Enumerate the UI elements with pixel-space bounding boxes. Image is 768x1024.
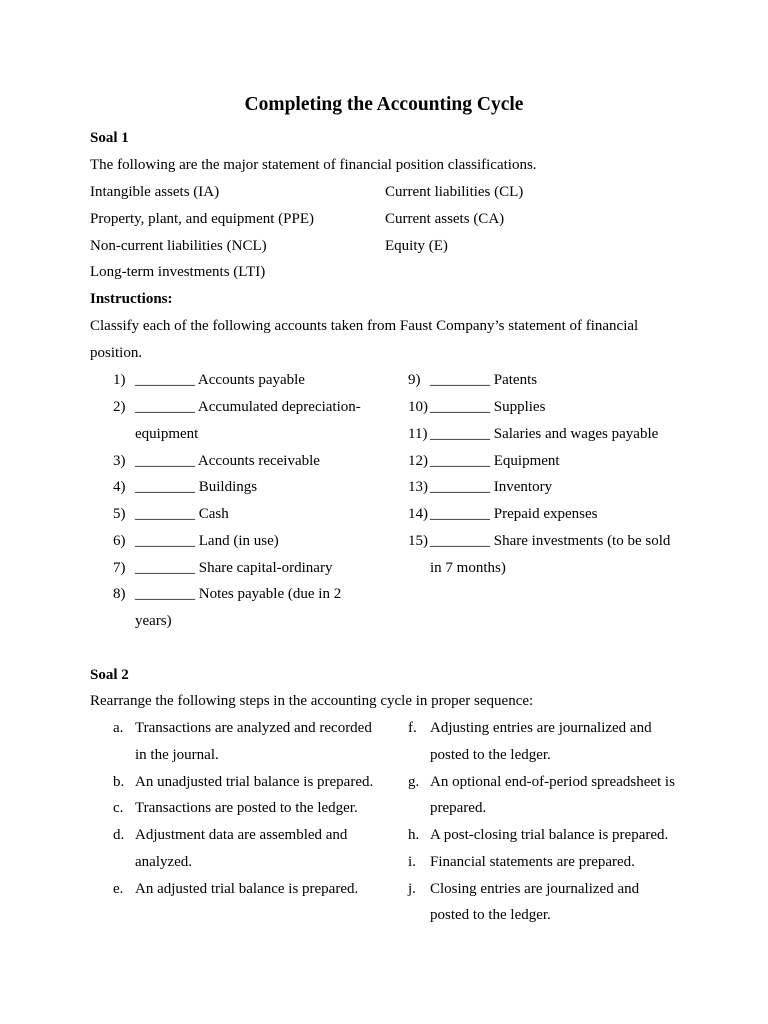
step-text: A post-closing trial balance is prepared. — [430, 827, 669, 843]
item-text: ________ Cash — [135, 506, 229, 522]
page-title: Completing the Accounting Cycle — [244, 94, 524, 115]
step-letter: f. — [408, 720, 417, 736]
item-number: 1) — [113, 372, 126, 388]
item-text-cont: in 7 months) — [430, 560, 506, 576]
classification-e: Equity (E) — [385, 238, 448, 254]
item-number: 14) — [408, 506, 428, 522]
item-text-cont: years) — [135, 613, 172, 629]
item-text: ________ Accounts payable — [135, 372, 305, 388]
step-letter: h. — [408, 827, 420, 843]
step-text: Transactions are analyzed and recorded — [135, 720, 372, 736]
classification-ncl: Non-current liabilities (NCL) — [90, 238, 267, 254]
item-number: 5) — [113, 506, 126, 522]
item-text: ________ Supplies — [430, 399, 546, 415]
step-letter: b. — [113, 774, 125, 790]
instructions-text: Classify each of the following accounts taken from Faust Company’s statement of financial — [90, 318, 639, 334]
step-text-cont: analyzed. — [135, 854, 193, 870]
step-letter: j. — [408, 881, 416, 897]
item-text: ________ Share investments (to be sold — [430, 533, 671, 549]
step-text: An unadjusted trial balance is prepared. — [135, 774, 374, 790]
step-text-cont: posted to the ledger. — [430, 747, 551, 763]
classification-ia: Intangible assets (IA) — [90, 184, 220, 200]
item-number: 6) — [113, 533, 126, 549]
classification-ppe: Property, plant, and equipment (PPE) — [90, 211, 314, 227]
classification-ca: Current assets (CA) — [385, 211, 505, 227]
step-letter: i. — [408, 854, 416, 870]
soal1-heading: Soal 1 — [90, 130, 129, 146]
item-text: ________ Patents — [430, 372, 538, 388]
item-number: 11) — [408, 426, 428, 442]
step-letter: a. — [113, 720, 124, 736]
soal2-intro: Rearrange the following steps in the accounting cycle in proper sequence: — [90, 693, 534, 709]
item-number: 15) — [408, 533, 428, 549]
step-letter: g. — [408, 774, 420, 790]
classification-lti: Long-term investments (LTI) — [90, 264, 266, 280]
step-letter: e. — [113, 881, 124, 897]
soal2-heading: Soal 2 — [90, 667, 129, 683]
step-text: Transactions are posted to the ledger. — [135, 800, 358, 816]
item-text: ________ Land (in use) — [135, 533, 279, 549]
item-number: 8) — [113, 586, 126, 602]
step-text: Financial statements are prepared. — [430, 854, 635, 870]
item-text: ________ Accumulated depreciation- — [135, 399, 361, 415]
step-text: Adjusting entries are journalized and — [430, 720, 652, 736]
item-number: 9) — [408, 372, 421, 388]
item-text: ________ Prepaid expenses — [430, 506, 598, 522]
step-text: Adjustment data are assembled and — [135, 827, 348, 843]
item-number: 10) — [408, 399, 428, 415]
item-number: 2) — [113, 399, 126, 415]
step-text: An adjusted trial balance is prepared. — [135, 881, 359, 897]
item-text: ________ Salaries and wages payable — [430, 426, 659, 442]
item-number: 13) — [408, 479, 428, 495]
item-text: ________ Notes payable (due in 2 — [135, 586, 342, 602]
step-text-cont: in the journal. — [135, 747, 219, 763]
item-text: ________ Inventory — [430, 479, 553, 495]
step-text: Closing entries are journalized and — [430, 881, 640, 897]
step-text: An optional end-of-period spreadsheet is — [430, 774, 675, 790]
instructions-text-cont: position. — [90, 345, 143, 361]
item-text: ________ Share capital-ordinary — [135, 560, 333, 576]
item-number: 4) — [113, 479, 126, 495]
soal1-intro: The following are the major statement of financial position classifications. — [90, 157, 537, 173]
step-letter: c. — [113, 800, 124, 816]
step-text-cont: posted to the ledger. — [430, 907, 551, 923]
item-text: ________ Equipment — [430, 453, 560, 469]
item-number: 12) — [408, 453, 428, 469]
step-letter: d. — [113, 827, 125, 843]
step-text-cont: prepared. — [430, 800, 487, 816]
item-text-cont: equipment — [135, 426, 199, 442]
item-number: 7) — [113, 560, 126, 576]
instructions-label: Instructions: — [90, 291, 173, 307]
item-number: 3) — [113, 453, 126, 469]
item-text: ________ Buildings — [135, 479, 258, 495]
classification-cl: Current liabilities (CL) — [385, 184, 524, 200]
item-text: ________ Accounts receivable — [135, 453, 320, 469]
